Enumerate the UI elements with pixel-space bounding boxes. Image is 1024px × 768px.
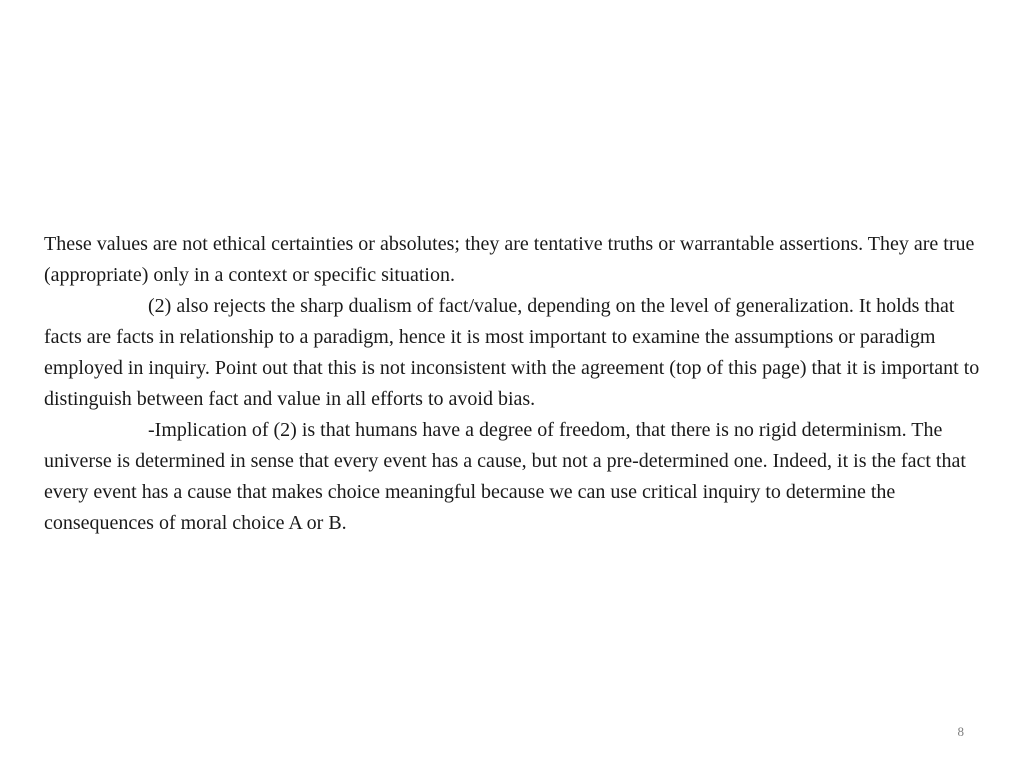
paragraph-fact-value-dualism: (2) also rejects the sharp dualism of fact/value, depending on the level of generalization. It holds that facts are facts in relationship to a paradigm, hence it is most important to examine the assumptions or paradigm employed in inquiry. Point out that this is not inconsistent with the agreement (top of this page) that it is important to distinguish between fact and value in all efforts to avoid bias. <box>44 295 980 410</box>
page-number: 8 <box>957 724 964 739</box>
slide-body-text <box>44 229 984 539</box>
paragraph-implication-freedom: -Implication of (2) is that humans have a degree of freedom, that there is no rigid determinism. The universe is determined in sense that every event has a cause, but not a pre-determined one. Indeed, it is the fact that every event has a cause that makes choice meaningful because we can use critical inquiry to determine the consequences of moral choice A or B. <box>44 419 966 534</box>
paragraph-values-assertions: These values are not ethical certainties or absolutes; they are tentative truths or warrantable assertions. They are true (appropriate) only in a context or specific situation. <box>44 233 975 286</box>
